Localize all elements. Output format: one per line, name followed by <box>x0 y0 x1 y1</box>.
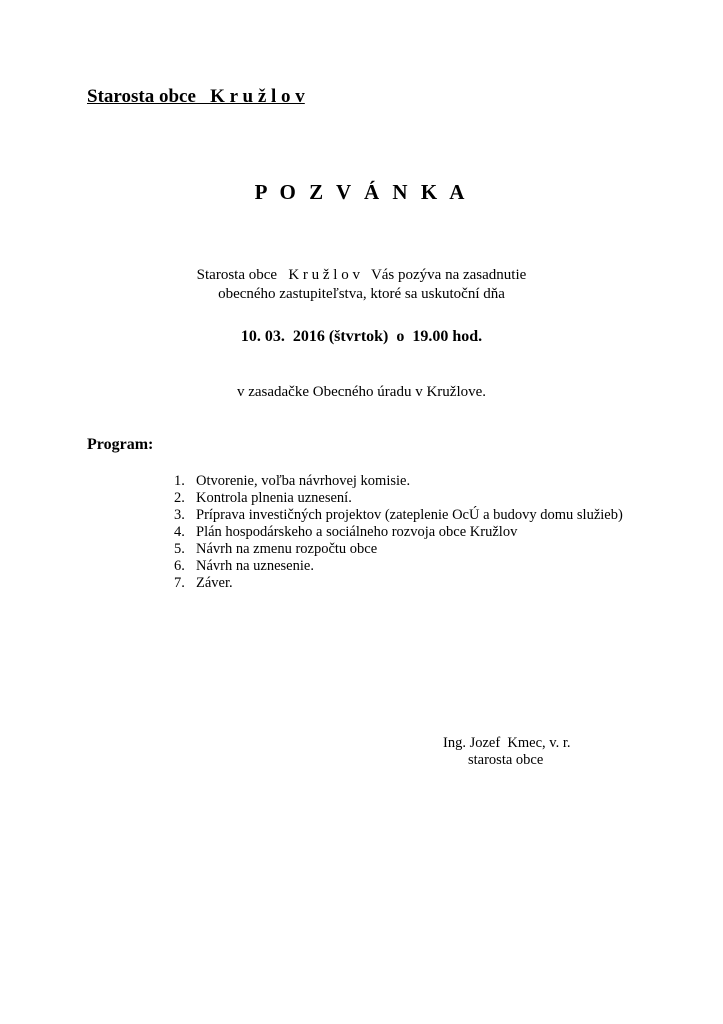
agenda-item-text: Príprava investičných projektov (zateplenie OcÚ a budovy domu služieb) <box>196 507 623 523</box>
agenda-item-text: Otvorenie, voľba návrhovej komisie. <box>196 473 411 489</box>
document-title: P O Z V Á N K A <box>254 180 469 204</box>
agenda-item <box>174 524 623 541</box>
agenda-item-text: Záver. <box>196 575 233 591</box>
agenda-item-text: Návrh na uznesenie. <box>196 558 314 574</box>
meeting-place: v zasadačke Obecného úradu v Kružlove. <box>236 384 487 400</box>
agenda-item <box>174 507 623 524</box>
signatory-name: Ing. Jozef Kmec, v. r. <box>443 735 571 751</box>
program-label: Program: <box>87 436 154 453</box>
agenda-item <box>174 473 623 490</box>
signatory-role: starosta obce <box>468 752 544 768</box>
agenda-item-number: 4. <box>174 524 185 540</box>
invitation-intro <box>0 266 723 304</box>
signature-block <box>443 735 571 769</box>
agenda-item <box>174 490 623 507</box>
agenda-item <box>174 575 623 592</box>
intro-line-2: obecného zastupiteľstva, ktoré sa uskutoční dňa <box>218 286 505 302</box>
meeting-date: 10. 03. 2016 (štvrtok) o 19.00 hod. <box>240 328 483 345</box>
agenda-item-number: 6. <box>174 558 185 574</box>
agenda-item-text: Kontrola plnenia uznesení. <box>196 490 352 506</box>
intro-line-1: Starosta obce K r u ž l o v Vás pozýva na zasadnutie <box>196 267 527 283</box>
agenda-item-number: 5. <box>174 541 185 557</box>
agenda-item-text: Návrh na zmenu rozpočtu obce <box>196 541 378 557</box>
agenda-item-number: 7. <box>174 575 185 591</box>
agenda-item-number: 1. <box>174 473 185 489</box>
agenda-item <box>174 541 623 558</box>
agenda-item-number: 2. <box>174 490 185 506</box>
issuer-heading: Starosta obce K r u ž l o v <box>87 86 305 107</box>
agenda-item-number: 3. <box>174 507 185 523</box>
agenda-item <box>174 558 623 575</box>
agenda-item-text: Plán hospodárskeho a sociálneho rozvoja obce Kružlov <box>196 524 518 540</box>
agenda-list <box>174 473 623 592</box>
